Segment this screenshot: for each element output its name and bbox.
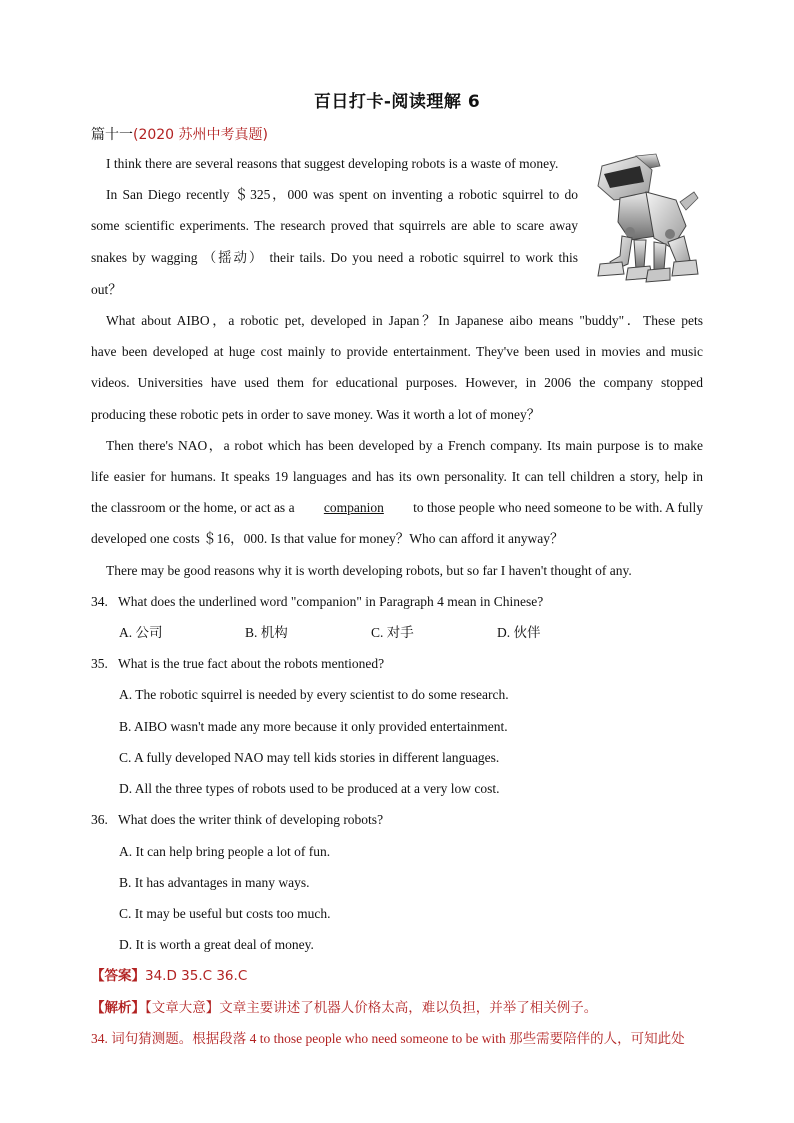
- question-35: 35. What is the true fact about the robots mentioned?: [91, 656, 385, 671]
- passage-fragment: to those people who need someone to be with. A fully: [413, 500, 703, 515]
- passage-line: What about AIBO，a robotic pet, developed in Japan？In Japanese aibo means "buddy"．These pets: [106, 313, 703, 328]
- passage-line: some scientific experiments. The research proved that squirrels are able to scare away: [91, 218, 578, 233]
- passage-line: videos. Universities have used them for educational purposes. However, in 2006 the company stopped: [91, 375, 703, 390]
- section-heading: [91, 124, 268, 144]
- option-36-b: B. It has advantages in many ways.: [119, 875, 310, 890]
- underlined-word: companion: [323, 500, 384, 515]
- passage-line: [91, 498, 703, 518]
- passage-line: Then there's NAO，a robot which has been developed by a French company. Its main purpose is to make: [106, 438, 703, 453]
- analysis-q34: 34. 词句猜测题。根据段落 4 to those people who need someone to be with 那些需要陪伴的人，可知此处: [91, 1031, 685, 1046]
- answer-value: 34.D 35.C 36.C: [145, 968, 248, 984]
- option-34-b: B. 机构: [245, 625, 288, 640]
- option-35-b: B. AIBO wasn't made any more because it only provided entertainment.: [119, 719, 508, 734]
- option-35-a: A. The robotic squirrel is needed by every scientist to do some research.: [119, 687, 509, 702]
- passage-line: out？: [91, 282, 122, 297]
- analysis-line: [91, 998, 597, 1018]
- option-36-c: C. It may be useful but costs too much.: [119, 906, 331, 921]
- question-36: 36. What does the writer think of developing robots?: [91, 812, 384, 827]
- option-35-d: D. All the three types of robots used to be produced at a very low cost.: [119, 781, 500, 796]
- option-35-c: C. A fully developed NAO may tell kids stories in different languages.: [119, 750, 500, 765]
- passage-line: snakes by wagging （摇动） their tails. Do you need a robotic squirrel to work this: [91, 250, 578, 265]
- passage-line: There may be good reasons why it is worth developing robots, but so far I haven't thought of any.: [106, 563, 632, 578]
- answer-label: 【答案】: [91, 968, 145, 984]
- passage-line: producing these robotic pets in order to save money. Was it worth a lot of money？: [91, 407, 541, 422]
- option-34-c: C. 对手: [371, 625, 414, 640]
- option-36-d: D. It is worth a great deal of money.: [119, 937, 314, 952]
- robot-dog-image: [590, 152, 702, 288]
- option-34-a: A. 公司: [119, 625, 163, 640]
- option-34-d: D. 伙伴: [497, 625, 541, 640]
- option-36-a: A. It can help bring people a lot of fun.: [119, 844, 331, 859]
- passage-line: life easier for humans. It speaks 19 languages and has its own personality. It can tell children a story, help in: [91, 469, 703, 484]
- page-title: 百日打卡-阅读理解 6: [313, 92, 481, 112]
- passage-line: In San Diego recently ＄325，000 was spent on inventing a robotic squirrel to do: [106, 187, 578, 202]
- section-source: (2020 苏州中考真题): [133, 127, 269, 143]
- answer-line: [91, 966, 247, 986]
- passage-line: developed one costs ＄16，000. Is that value for money？Who can afford it anyway？: [91, 531, 564, 546]
- analysis-label: 【解析】: [91, 1000, 145, 1016]
- passage-fragment: the classroom or the home, or act as a: [91, 500, 295, 515]
- passage-line: I think there are several reasons that suggest developing robots is a waste of money.: [106, 156, 559, 171]
- passage-line: have been developed at huge cost mainly to provide entertainment. They've been used in movies and music: [91, 344, 703, 359]
- section-label: 篇十一: [91, 127, 133, 143]
- analysis-sub-label: 【文章大意】: [145, 1000, 220, 1016]
- question-34: 34. What does the underlined word "companion" in Paragraph 4 mean in Chinese?: [91, 594, 544, 609]
- analysis-text: 文章主要讲述了机器人价格太高，难以负担，并举了相关例子。: [219, 1000, 598, 1016]
